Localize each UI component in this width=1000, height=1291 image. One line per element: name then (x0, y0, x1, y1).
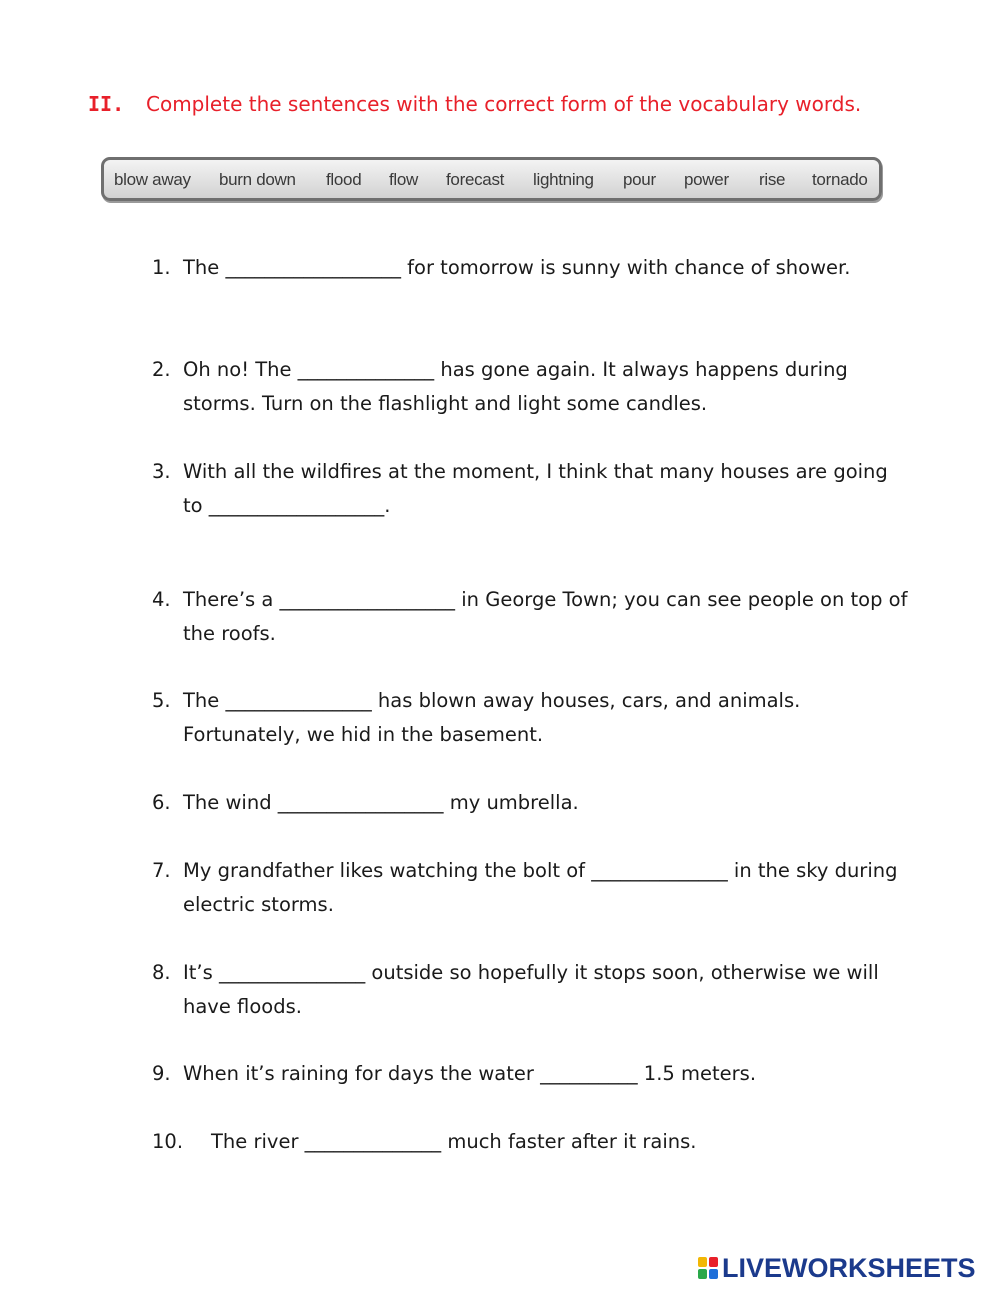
word-bank-item: rise (759, 170, 786, 189)
exercise-heading (88, 88, 868, 121)
word-bank (101, 157, 882, 201)
question-6 (152, 786, 912, 820)
word-bank-item: pour (623, 170, 656, 189)
word-bank-item: tornado (812, 170, 868, 189)
question-number: 8. (152, 961, 171, 984)
question-number: 5. (152, 689, 171, 712)
question-4 (152, 583, 912, 651)
question-9 (152, 1057, 912, 1091)
question-number: 9. (152, 1062, 171, 1085)
liveworksheets-logo-icon (697, 1256, 719, 1280)
word-bank-item: flow (389, 170, 419, 189)
question-text: Oh no! The ______________ has gone again. It always happens during storms. Turn on the flashlight and light some candles. (183, 358, 848, 415)
question-5 (152, 684, 912, 752)
word-bank-item: lightning (533, 170, 594, 189)
question-number: 4. (152, 588, 171, 611)
word-bank-item: flood (326, 170, 362, 189)
question-text: With all the wildfires at the moment, I think that many houses are going to __________________. (183, 460, 888, 517)
question-text: The __________________ for tomorrow is sunny with chance of shower. (183, 256, 851, 279)
question-text: My grandfather likes watching the bolt of ______________ in the sky during electric storms. (183, 859, 898, 916)
question-number: 2. (152, 358, 171, 381)
question-text: There’s a __________________ in George Town; you can see people on top of the roofs. (183, 588, 908, 645)
question-8 (152, 956, 912, 1024)
question-3 (152, 455, 912, 523)
question-number: 10. (152, 1130, 184, 1153)
question-number: 3. (152, 460, 171, 483)
brand-name: LIVEWORKSHEETS (722, 1252, 976, 1283)
question-text: The _______________ has blown away houses, cars, and animals. Fortunately, we hid in the basement. (183, 689, 801, 746)
word-bank-item: power (684, 170, 729, 189)
question-text: The wind _________________ my umbrella. (183, 791, 579, 814)
question-text: When it’s raining for days the water __________ 1.5 meters. (183, 1062, 757, 1085)
question-2 (152, 353, 912, 421)
liveworksheets-logo (697, 1253, 976, 1283)
instruction-text: Complete the sentences with the correct form of the vocabulary words. (146, 92, 862, 116)
word-bank-item: blow away (114, 170, 191, 189)
question-text: It’s _______________ outside so hopefully it stops soon, otherwise we will have floods. (183, 961, 879, 1018)
section-numeral: II. (88, 92, 125, 116)
word-bank-item: forecast (446, 170, 505, 189)
question-7 (152, 854, 912, 922)
question-number: 1. (152, 256, 171, 279)
question-10 (152, 1125, 912, 1159)
question-text: The river ______________ much faster after it rains. (211, 1130, 697, 1153)
question-number: 6. (152, 791, 171, 814)
word-bank-item: burn down (219, 170, 296, 189)
question-number: 7. (152, 859, 171, 882)
question-1 (152, 251, 912, 285)
